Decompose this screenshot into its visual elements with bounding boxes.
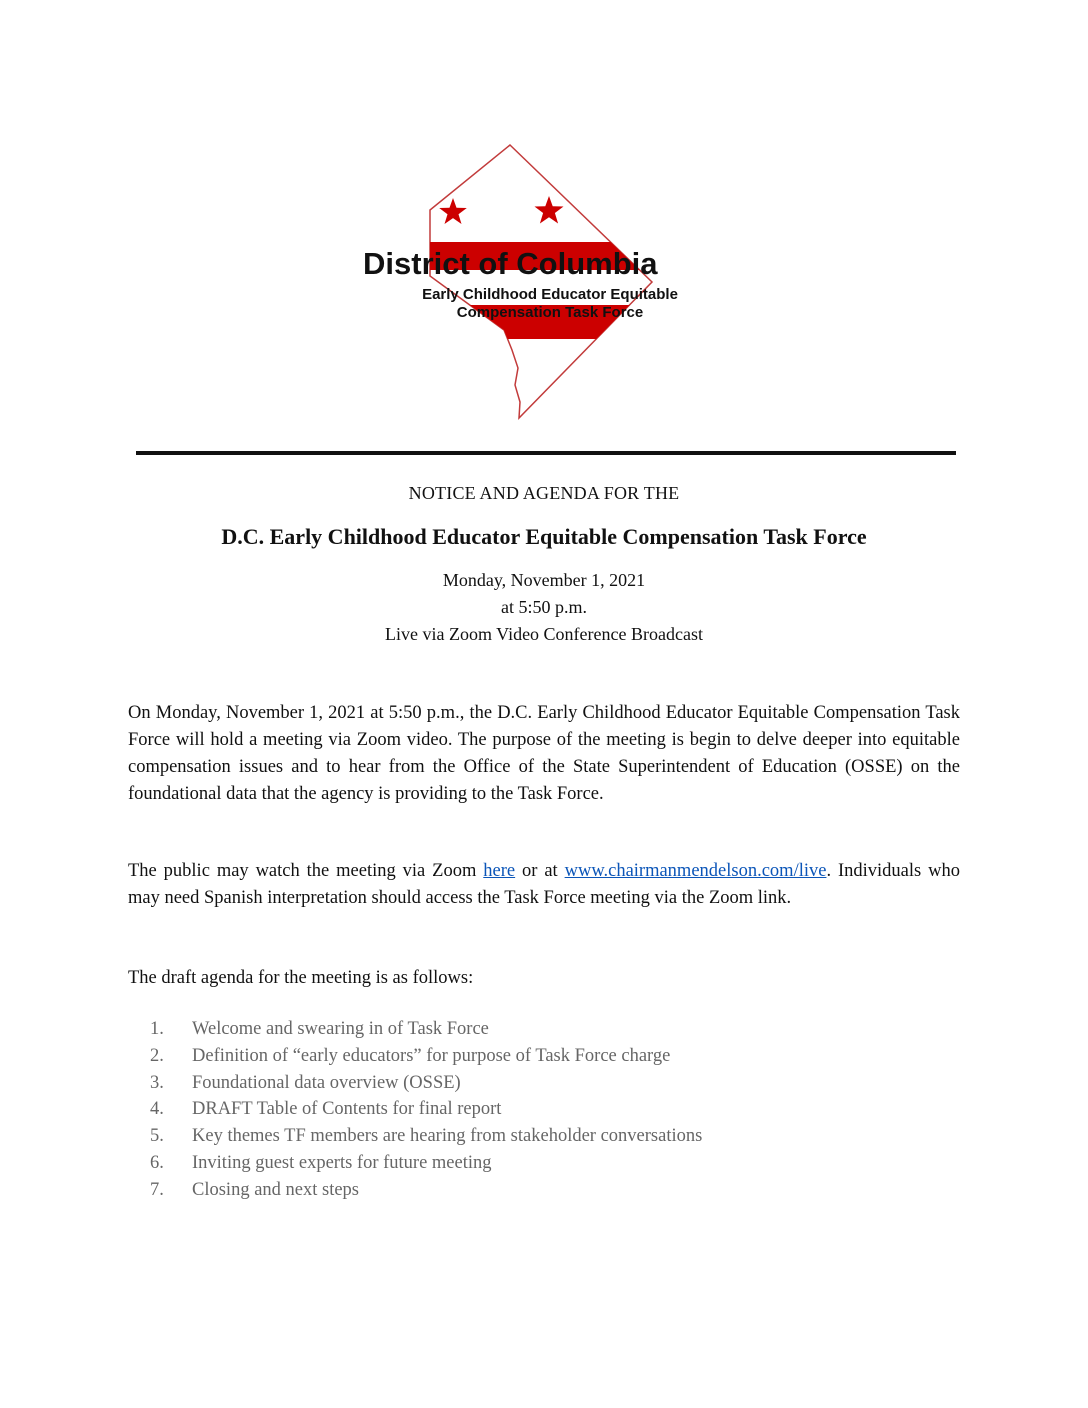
agenda-item-text: Key themes TF members are hearing from stakeholder conversations bbox=[192, 1126, 703, 1147]
agenda-intro: The draft agenda for the meeting is as follows: bbox=[128, 968, 474, 988]
agenda-item-number: 5. bbox=[150, 1126, 164, 1147]
agenda-item bbox=[150, 1177, 702, 1204]
agenda-item bbox=[150, 1123, 702, 1150]
page-title: D.C. Early Childhood Educator Equitable Compensation Task Force bbox=[221, 524, 867, 549]
agenda-item-number: 3. bbox=[150, 1072, 164, 1093]
agenda-item-text: DRAFT Table of Contents for final report bbox=[192, 1099, 502, 1120]
agenda-item bbox=[150, 1043, 702, 1070]
chairman-live-link[interactable]: www.chairmanmendelson.com/live bbox=[564, 861, 827, 881]
zoom-here-link[interactable]: here bbox=[483, 861, 516, 881]
dc-map-icon bbox=[0, 0, 1088, 440]
dc-logo bbox=[0, 0, 1088, 440]
agenda-item bbox=[150, 1016, 702, 1043]
access-paragraph bbox=[128, 858, 960, 912]
access-text-3: . Individuals who may need Spanish interpretation should access the Task Force meeting via the Zoom link. bbox=[128, 861, 960, 908]
agenda-list bbox=[150, 1016, 702, 1204]
purpose-paragraph: On Monday, November 1, 2021 at 5:50 p.m., the D.C. Early Childhood Educator Equitable Compensation Task Force will hold a meeting via Zoom video. The purpose of the meeting is begin to delve deeper into equitable compensation issues and to hear from the Office of the State Superintendent of Education (OSSE) on the foundational data that the agency is providing to the Task Force. bbox=[128, 703, 960, 804]
agenda-item bbox=[150, 1096, 702, 1123]
agenda-item-text: Closing and next steps bbox=[192, 1179, 360, 1200]
horizontal-divider bbox=[136, 451, 956, 455]
agenda-item-number: 1. bbox=[150, 1019, 164, 1039]
access-text-1: The public may watch the meeting via Zoom bbox=[128, 861, 484, 881]
agenda-item-text: Inviting guest experts for future meeting bbox=[192, 1152, 492, 1173]
meeting-details bbox=[0, 567, 1088, 648]
logo-title: District of Columbia bbox=[363, 246, 658, 281]
logo-subtitle-line2: Compensation Task Force bbox=[456, 304, 644, 321]
agenda-item-number: 4. bbox=[150, 1099, 164, 1120]
notice-heading: NOTICE AND AGENDA FOR THE bbox=[408, 483, 680, 503]
agenda-item-text: Foundational data overview (OSSE) bbox=[192, 1072, 461, 1093]
agenda-item-number: 7. bbox=[150, 1179, 164, 1200]
agenda-item bbox=[150, 1070, 702, 1097]
access-text-2: or at bbox=[515, 861, 565, 881]
logo-subtitle-line1: Early Childhood Educator Equitable bbox=[422, 286, 678, 303]
meeting-date: Monday, November 1, 2021 bbox=[442, 570, 646, 590]
agenda-item-number: 6. bbox=[150, 1152, 164, 1173]
agenda-item-text: Welcome and swearing in of Task Force bbox=[192, 1019, 489, 1039]
meeting-venue: Live via Zoom Video Conference Broadcast bbox=[385, 624, 703, 644]
agenda-item bbox=[150, 1150, 702, 1177]
agenda-item-text: Definition of “early educators” for purpose of Task Force charge bbox=[192, 1045, 671, 1066]
agenda-item-number: 2. bbox=[150, 1045, 164, 1066]
meeting-time: at 5:50 p.m. bbox=[501, 597, 587, 617]
